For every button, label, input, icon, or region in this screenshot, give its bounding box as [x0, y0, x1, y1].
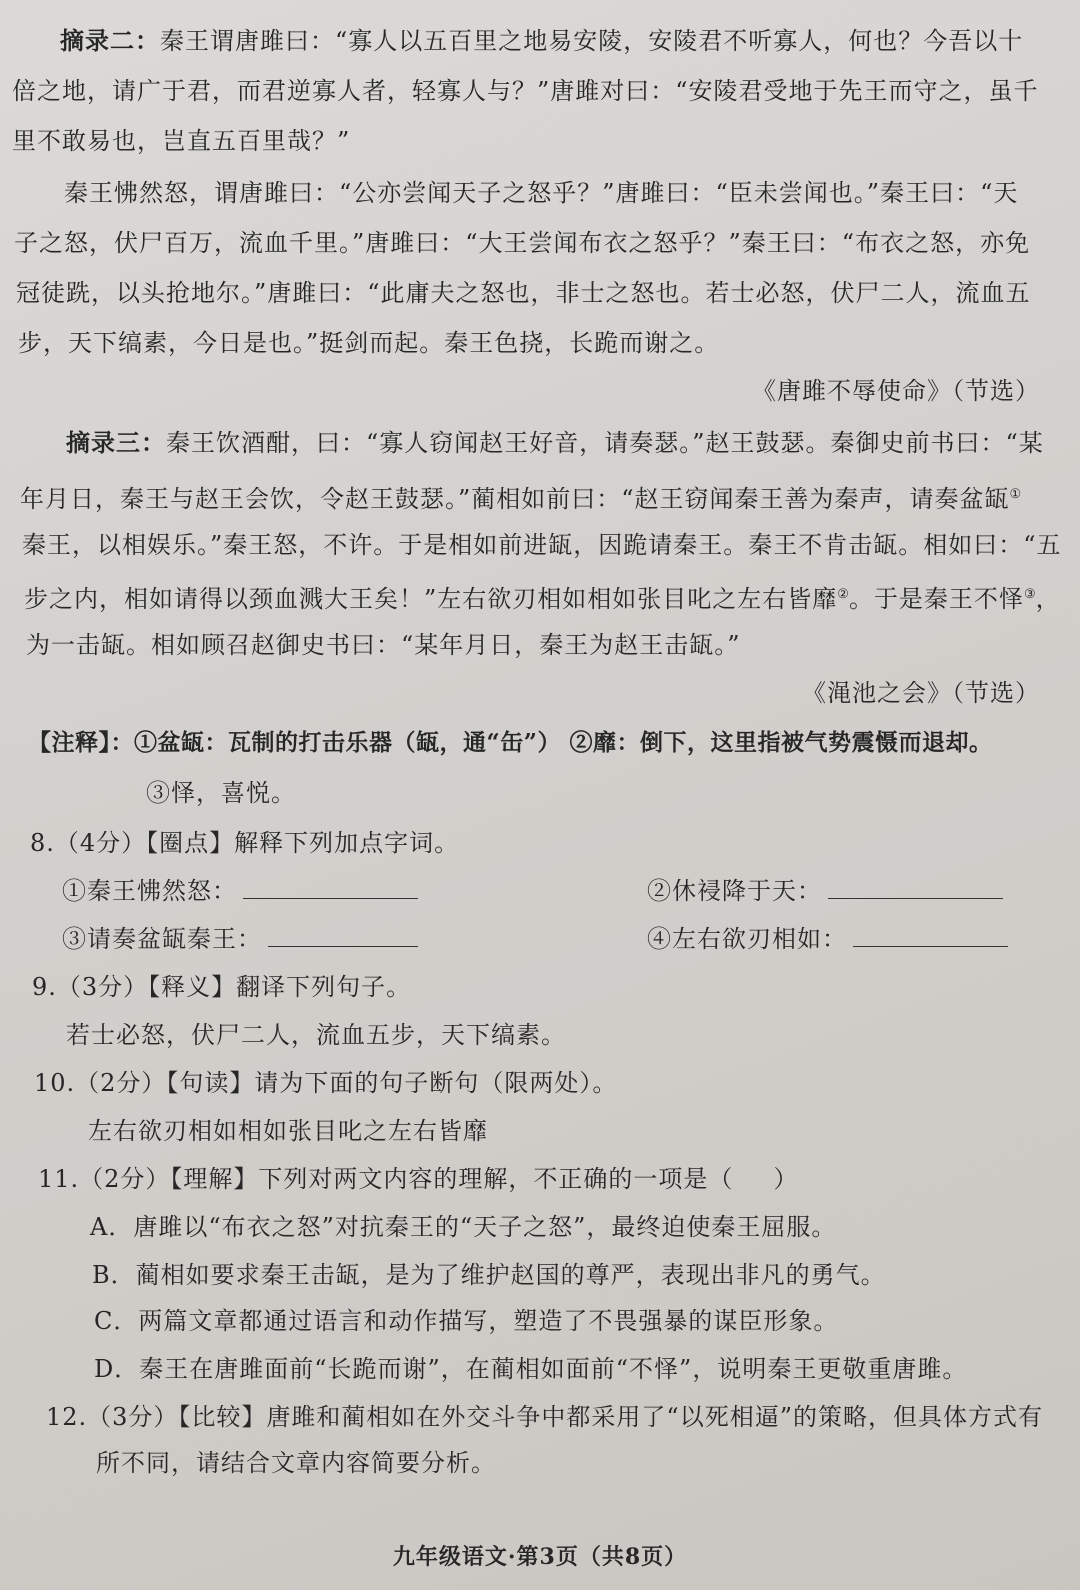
excerpt2-para2-line2: 子之怒，伏尸百万，流血千里。”唐雎曰：“大王尝闻布衣之怒乎？”秦王曰：“布衣之怒，亦免	[14, 229, 1031, 257]
excerpt2-source: 《唐雎不辱使命》（节选）	[752, 377, 1040, 405]
q9-sentence: 若士必怒，伏尸二人，流血五步，天下缟素。	[66, 1021, 566, 1049]
excerpt2-para2-line1: 秦王怫然怒，谓唐雎曰：“公亦尝闻天子之怒乎？”唐雎曰：“臣未尝闻也。”秦王曰：“天	[64, 179, 1019, 207]
excerpt2-text: 秦王谓唐雎曰：“寡人以五百里之地易安陵，安陵君不听寡人，何也？今吾以十	[160, 27, 1024, 55]
q10-title: 10.（2分）【句读】请为下面的句子断句（限两处）。	[34, 1069, 618, 1097]
excerpt2-label: 摘录二：	[60, 26, 160, 55]
q11-title-text: 11.（2分）【理解】下列对两文内容的理解，不正确的一项是（	[38, 1165, 734, 1193]
q11-option-d: D．秦王在唐雎面前“长跪而谢”，在蔺相如面前“不怿”，说明秦王更敬重唐雎。	[94, 1355, 968, 1383]
q8-row2	[62, 920, 1080, 956]
q8-item-b-wrap	[647, 872, 1003, 908]
q8-item-c: ③请奏盆缻秦王：	[62, 925, 262, 953]
excerpt2-line3: 里不敢易也，岂直五百里哉？”	[12, 127, 351, 155]
q8-item-a: ①秦王怫然怒：	[62, 877, 237, 905]
excerpt3-line2	[20, 478, 1080, 516]
q8-answer-blank-b[interactable]	[828, 872, 1003, 899]
note-ref-1: ①	[1009, 487, 1022, 502]
q12-line2: 所不同，请结合文章内容简要分析。	[96, 1449, 496, 1477]
q12-line1: 12.（3分）【比较】唐雎和蔺相如在外交斗争中都采用了“以死相逼”的策略，但具体方式有	[46, 1403, 1043, 1431]
q11-option-b: B．蔺相如要求秦王击缻，是为了维护赵国的尊严，表现出非凡的勇气。	[92, 1261, 886, 1289]
excerpt3-line5: 为一击缻。相如顾召赵御史书曰：“某年月日，秦王为赵王击缻。”	[26, 631, 741, 659]
q11-title	[38, 1162, 1080, 1196]
excerpt3-source: 《渑池之会》（节选）	[802, 679, 1040, 707]
q8-answer-blank-c[interactable]	[268, 920, 418, 947]
excerpt3-line3: 秦王，以相娱乐。”秦王怒，不许。于是相如前进缻，因跪请秦王。秦王不肯击缻。相如曰：“五	[22, 531, 1062, 559]
q8-item-d-wrap	[647, 920, 1008, 956]
excerpt2-line1	[60, 24, 1060, 58]
q8-answer-blank-a[interactable]	[243, 872, 418, 899]
excerpt3-line4-text-b: 。于是秦王不怿	[848, 585, 1024, 613]
q11-option-a: A．唐雎以“布衣之怒”对抗秦王的“天子之怒”，最终迫使秦王屈服。	[90, 1213, 837, 1241]
excerpt3-line2-text: 年月日，秦王与赵王会饮，令赵王鼓瑟。”蔺相如前曰：“赵王窃闻秦王善为秦声，请奏盆缻	[20, 485, 1010, 513]
excerpt3-line4-text-c: ，	[1035, 585, 1061, 613]
excerpt3-line1	[66, 426, 1080, 460]
q8-item-d: ④左右欲刃相如：	[647, 925, 847, 953]
excerpt3-line4	[24, 578, 1080, 616]
q9-title: 9.（3分）【释义】翻译下列句子。	[32, 973, 412, 1001]
excerpt3-label: 摘录三：	[66, 428, 166, 457]
q11-option-c: C．两篇文章都通过语言和动作描写，塑造了不畏强暴的谋臣形象。	[94, 1307, 839, 1335]
note-ref-2: ②	[837, 587, 849, 602]
q8-item-b: ②休祲降于天：	[647, 877, 822, 905]
q8-row1	[62, 872, 1080, 908]
excerpt2-para2-line3: 冠徒跣，以头抢地尔。”唐雎曰：“此庸夫之怒也，非士之怒也。若士必怒，伏尸二人，流血五	[16, 279, 1031, 307]
q10-sentence: 左右欲刃相如相如张目叱之左右皆靡	[88, 1117, 488, 1145]
notes-line2: ③怿，喜悦。	[146, 779, 296, 807]
excerpt3-line4-text-a: 步之内，相如请得以颈血溅大王矣！”左右欲刃相如相如张目叱之左右皆靡	[24, 585, 838, 613]
note-ref-3: ③	[1023, 587, 1036, 602]
notes-line1: 【注释】：①盆缻：瓦制的打击乐器（缻，通“缶”） ②靡：倒下，这里指被气势震慑而退却。	[28, 729, 993, 756]
q8-title: 8.（4分）【圈点】解释下列加点字词。	[30, 829, 460, 857]
excerpt2-line2: 倍之地，请广于君，而君逆寡人者，轻寡人与？”唐雎对曰：“安陵君受地于先王而守之，虽千	[12, 77, 1039, 105]
page-footer: 九年级语文·第3页（共8页）	[392, 1544, 688, 1570]
excerpt3-text: 秦王饮酒酣，曰：“寡人窃闻赵王好音，请奏瑟。”赵王鼓瑟。秦御史前书曰：“某	[166, 429, 1044, 457]
q11-title-close: ）	[773, 1165, 799, 1193]
excerpt2-para2-line4: 步，天下缟素，今日是也。”挺剑而起。秦王色挠，长跪而谢之。	[18, 329, 720, 357]
q8-answer-blank-d[interactable]	[853, 920, 1008, 947]
